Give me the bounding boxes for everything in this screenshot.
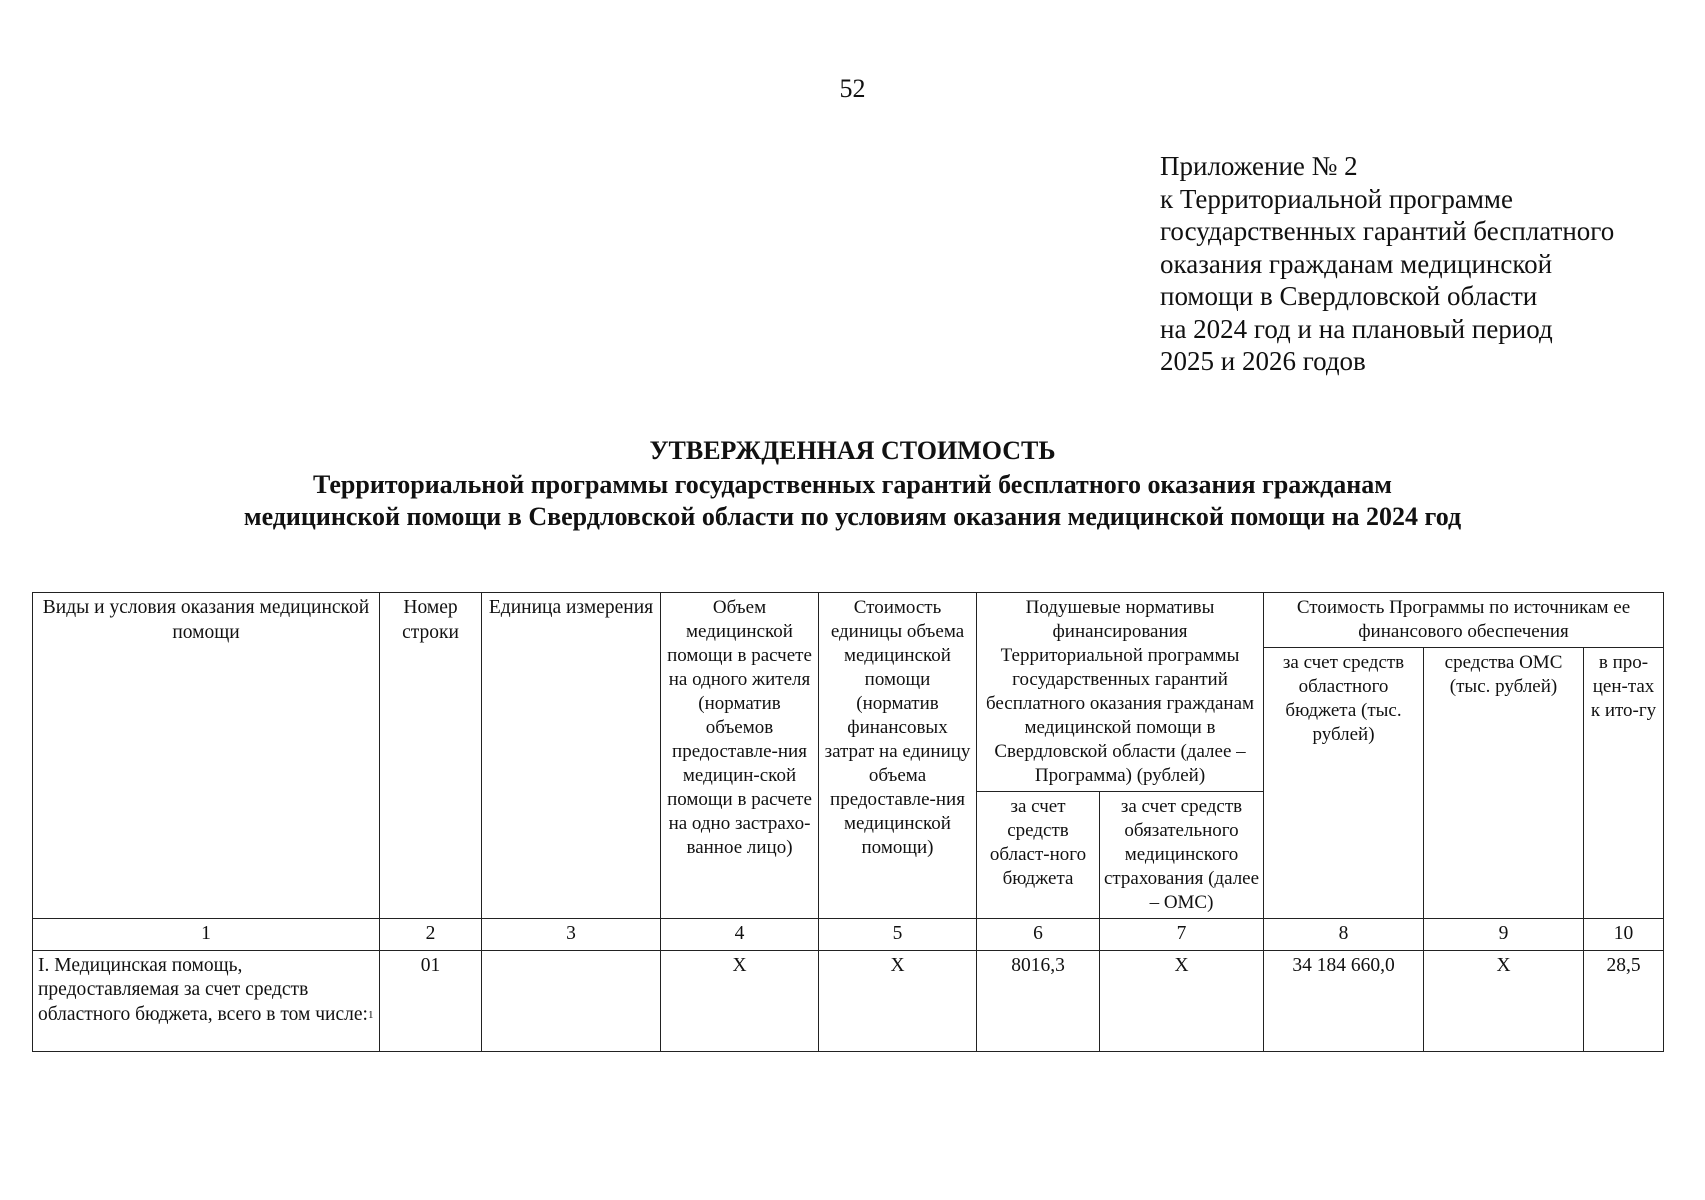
- header-cost-oms: средства ОМС (тыс. рублей): [1424, 648, 1584, 919]
- appendix-line: государственных гарантий бесплатного: [1160, 216, 1615, 246]
- column-number: 2: [380, 919, 482, 951]
- table-row: [33, 950, 1664, 1051]
- row-volume: Х: [661, 950, 819, 1051]
- appendix-note: [1160, 150, 1614, 378]
- column-number-row: [33, 919, 1664, 951]
- column-number: 1: [33, 919, 380, 951]
- header-cost-percent: в про-цен-тах к ито-гу: [1584, 648, 1664, 919]
- header-unit-cost: Стоимость единицы объема медицинской помощи (норматив финансовых затрат на единицу объема предоставле-ния медицинской помощи): [819, 593, 977, 919]
- row-name: I. Медицинская помощь, предоставляемая за счет средств областного бюджета, всего в том числе:: [38, 954, 368, 1025]
- header-program-cost: Стоимость Программы по источникам ее финансового обеспечения: [1264, 593, 1664, 648]
- column-number: 5: [819, 919, 977, 951]
- header-row: [33, 593, 1664, 648]
- header-kinds: Виды и условия оказания медицинской помощи: [33, 593, 380, 919]
- column-number: 3: [482, 919, 661, 951]
- header-unit: Единица измерения: [482, 593, 661, 919]
- column-number: 6: [977, 919, 1100, 951]
- row-per-capita-oms: Х: [1100, 950, 1264, 1051]
- row-unit-cost: Х: [819, 950, 977, 1051]
- appendix-line: Приложение № 2: [1160, 151, 1358, 181]
- appendix-line: 2025 и 2026 годов: [1160, 346, 1366, 376]
- column-number: 9: [1424, 919, 1584, 951]
- header-per-capita: Подушевые нормативы финансирования Территориальной программы государственных гарантий бесплатного оказания гражданам медицинской помощи в Свердловской области (далее – Программа) (рублей): [977, 593, 1264, 792]
- footnote-marker: 1: [367, 1008, 374, 1021]
- header-cost-regional: за счет средств областного бюджета (тыс. рублей): [1264, 648, 1424, 919]
- header-row-number: Номер строки: [380, 593, 482, 919]
- cost-table: [32, 592, 1664, 1052]
- row-per-capita-regional: 8016,3: [977, 950, 1100, 1051]
- column-number: 10: [1584, 919, 1664, 951]
- column-number: 4: [661, 919, 819, 951]
- row-name-cell: [33, 950, 380, 1051]
- row-unit: [482, 950, 661, 1051]
- appendix-line: на 2024 год и на плановый период: [1160, 313, 1553, 344]
- appendix-line: помощи в Свердловской области: [1160, 281, 1538, 311]
- row-cost-oms: Х: [1424, 950, 1584, 1051]
- row-cost-percent: 28,5: [1584, 950, 1664, 1051]
- appendix-line: оказания гражданам медицинской: [1160, 248, 1553, 279]
- header-volume: Объем медицинской помощи в расчете на одного жителя (норматив объемов предоставле-ния медицин-ской помощи в расчете на одно застрахо-ванное лицо): [661, 593, 819, 919]
- row-number: 01: [380, 950, 482, 1051]
- document-subtitle-line: медицинской помощи в Свердловской области по условиям оказания медицинской помощи на 2024 год: [243, 502, 1462, 531]
- column-number: 7: [1100, 919, 1264, 951]
- appendix-line: к Территориальной программе: [1160, 183, 1513, 214]
- document-title: УТВЕРЖДЕННАЯ СТОИМОСТЬ: [649, 436, 1056, 465]
- document-subtitle-line: Территориальной программы государственных гарантий бесплатного оказания гражданам: [313, 470, 1392, 499]
- header-per-capita-regional: за счет средств област-ного бюджета: [977, 792, 1100, 919]
- column-number: 8: [1264, 919, 1424, 951]
- page-number: 52: [839, 74, 866, 103]
- header-per-capita-oms: за счет средств обязательного медицинского страхования (далее – ОМС): [1100, 792, 1264, 919]
- row-cost-regional: 34 184 660,0: [1264, 950, 1424, 1051]
